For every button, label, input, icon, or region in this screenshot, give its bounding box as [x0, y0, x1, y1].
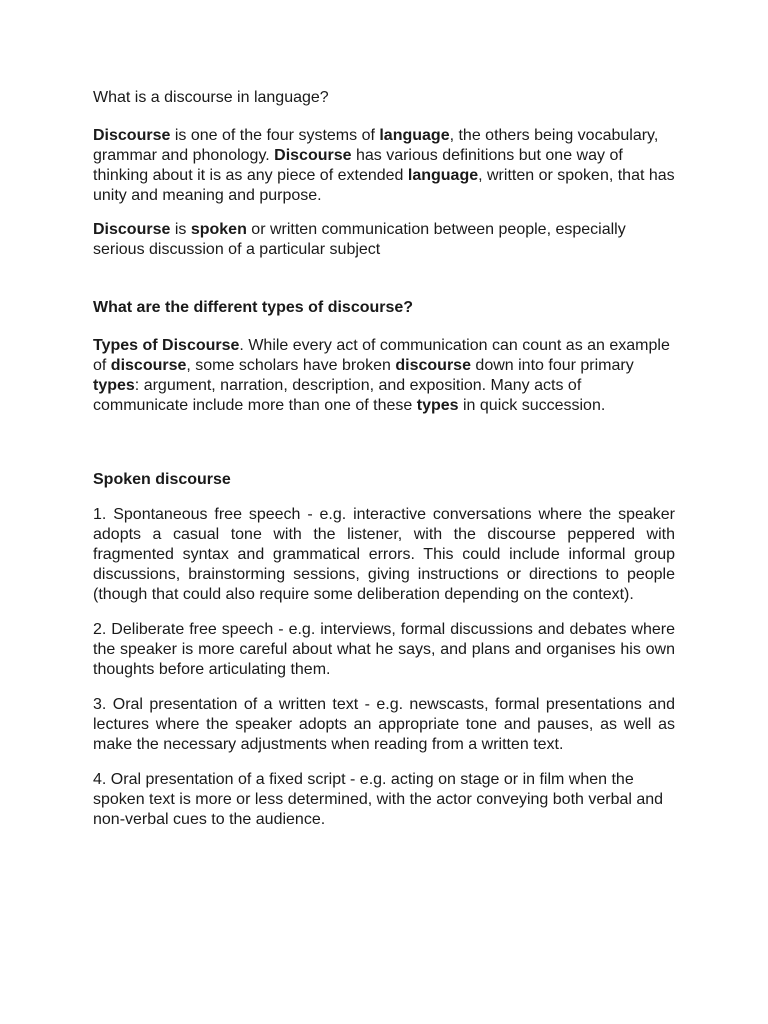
bold-term: Discourse	[93, 127, 171, 144]
bold-term: language	[379, 127, 450, 144]
paragraph-discourse-definition: Discourse is one of the four systems of language, the others being vocabulary, grammar and phonology. Discourse has various definitions but one way of thinking about it is as any piece of extended language, written or spoken, that has unity and meaning and purpose.	[93, 127, 675, 204]
bold-term: spoken	[190, 221, 247, 238]
question-discourse-in-language: What is a discourse in language?	[93, 89, 329, 106]
bold-term: Discourse	[274, 147, 352, 164]
heading-spoken-discourse: Spoken discourse	[93, 471, 231, 488]
bold-term: discourse	[110, 357, 187, 374]
list-item-spontaneous-free-speech: 1. Spontaneous free speech - e.g. interactive conversations where the speaker adopts a casual tone with the listener, with the discourse peppered with fragmented syntax and grammatical errors. This could include informal group discussions, brainstorming sessions, giving instructions or directions to people (though that could also require some deliberation depending on the context).	[93, 506, 675, 603]
paragraph-types-of-discourse: Types of Discourse. While every act of communication can count as an example of discourse, some scholars have broken discourse down into four primary types: argument, narration, description, and exposition. Many acts of communicate include more than one of these types in quick succession.	[93, 337, 670, 414]
bold-term: types	[416, 397, 459, 414]
bold-term: language	[407, 167, 479, 184]
document-page	[93, 88, 675, 845]
list-item-oral-presentation-written-text: 3. Oral presentation of a written text - e.g. newscasts, formal presentations and lectures where the speaker adopts an appropriate tone and pauses, as well as make the necessary adjustments when reading from a written text.	[93, 696, 675, 753]
paragraph-discourse-communication: Discourse is spoken or written communication between people, especially serious discussion of a particular subject	[93, 221, 626, 258]
bold-term: types	[93, 377, 135, 394]
list-item-oral-presentation-fixed-script: 4. Oral presentation of a fixed script - e.g. acting on stage or in film when the spoken text is more or less determined, with the actor conveying both verbal and non-verbal cues to the audience.	[93, 771, 664, 828]
bold-term: Discourse	[93, 221, 171, 238]
list-item-deliberate-free-speech: 2. Deliberate free speech - e.g. interviews, formal discussions and debates where the speaker is more careful about what he says, and plans and organises his own thoughts before articulating them.	[93, 621, 675, 678]
question-types-of-discourse: What are the different types of discourse?	[93, 299, 414, 316]
bold-term: Types of Discourse	[93, 337, 240, 354]
bold-term: discourse	[395, 357, 471, 374]
